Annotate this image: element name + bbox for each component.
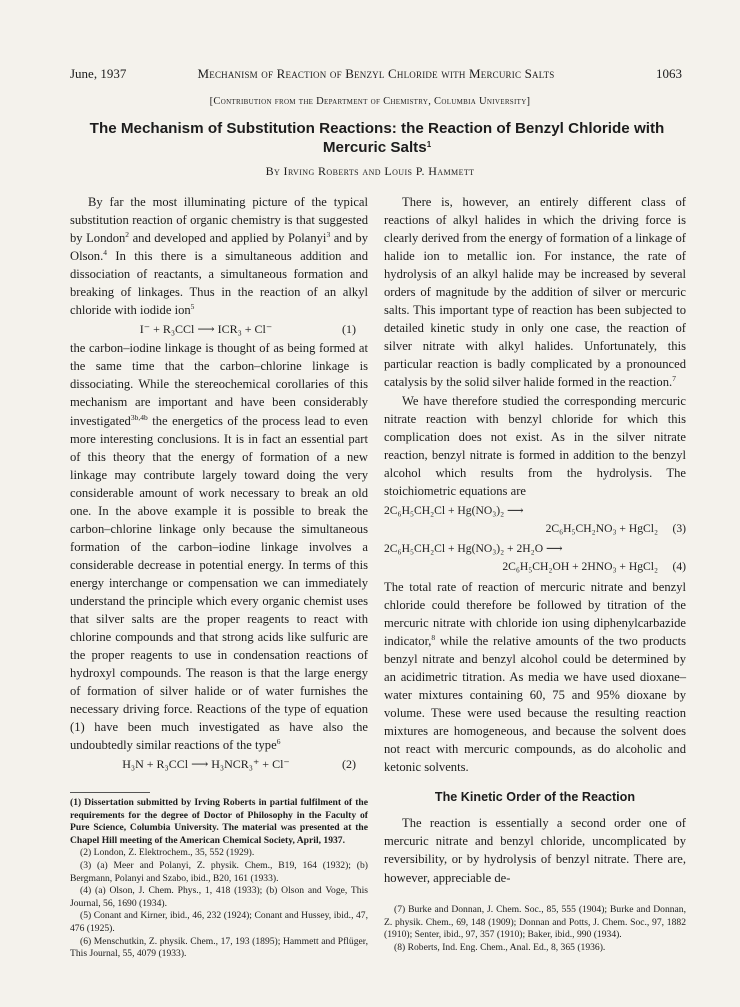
footnotes-left [70,786,368,961]
paragraph [70,339,368,754]
footnote: (3) (a) Meer and Polanyi, Z. physik. Chem., B19, 164 (1932); (b) Bergmann, Polanyi and Szabo, ibid., B20, 161 (1933). [70,859,368,884]
equation-line: 2C₆H₅CH₂Cl + Hg(NO₃)₂ + 2H₂O ⟶ [384,541,563,555]
equation-line [384,520,686,538]
byline: By Irving Roberts and Louis P. Hammett [265,164,475,178]
ref-marker: 3 [326,230,331,240]
footnote-rule [70,792,150,793]
contribution-line: [Contribution from the Department of Chemistry, Columbia University] [209,96,531,107]
page-number: 1063 [656,66,682,81]
equation-body: I⁻ + R₃CCl ⟶ ICR₃ + Cl⁻ [139,322,273,337]
paragraph: We have therefore studied the corresponding mercuric nitrate reaction with benzyl chloride for which this complication does not exist. As in the silver nitrate reaction, benzyl nitrate is formed in addition to the benzyl alcohol which results from the hydrolysis. The stoichiometric equations are [384,393,686,498]
running-head-title: Mechanism of Reaction of Benzyl Chloride with Mercuric Salts [197,66,555,81]
footnote: (2) London, Z. Elektrochem., 35, 552 (1929). [80,847,255,859]
paragraph [384,193,686,392]
article-title-text: The Mechanism of Substitution Reactions: the Reaction of Benzyl Chloride with Mercuric Salts [89,120,665,156]
text-run: The total rate of reaction of mercuric nitrate and benzyl chloride could therefore be followed by titration of the mercuric nitrate with chloride ion using diphenylcarbazide indicator, [384,579,686,648]
equation-number: (3) [672,521,686,535]
equation-3 [384,502,686,538]
equation-number: (2) [342,757,356,772]
title-footnote-marker: 1 [426,140,432,149]
ref-marker: 6 [276,737,281,747]
ref-marker: 5 [190,302,195,312]
equation-line: 2C₆H₅CH₂Cl + Hg(NO₃)₂ ⟶ [384,503,524,517]
ref-marker: 7 [672,374,676,384]
text-run: In this there is a simultaneous addition and dissociation of reactants, a simultaneous formation and breaking of linkages. Thus in the reaction of an alkyl chloride with iodide ion [70,249,368,318]
text-run: while the relative amounts of the two products benzyl nitrate and benzyl alcohol could be determined by an acidimetric titration. As media we have used dioxane–water mixtures containing 60, 75 and 95% dioxane by volume. These were used because the resulting reaction mixtures are homogeneous, and because the solvent does not react with mercuric compounds, as do alcoholic and ketonic solvents. [384,633,686,775]
equation-1 [70,319,368,339]
text-run: the energetics of the process lead to even more interesting conclusions. It is in fact an essential part of this theory that the energy of formation of a new linkage may contribute largely toward doing the very considerable amount of work necessary to break an old one. In the above example it is possible to break the carbon–chlorine linkage only because the simultaneous formation of the carbon–iodine linkage involves a considerable decrease in potential energy. In terms of this energy interchange or compensation we can immediately understand the principle which every organic chemist uses that silver salts are the proper reagents to react with chlorine compounds and that strong acids like sulfuric are the proper reagents to use in condensation reactions of hydroxyl compounds. The reason is that the large energy of formation of silver halide or of water furnishes the necessary driving force. Reactions of the type of equation (1) have been much investigated as have also the undoubtedly similar reactions of the type [70,413,368,753]
equation-number: (1) [342,322,356,337]
equation-body: H₃N + R₃CCl ⟶ H₃NCR₃⁺ + Cl⁻ [122,757,290,772]
paragraph [384,578,686,777]
equation-body: 2C₆H₅CH₂NO₃ + HgCl₂ [545,521,658,535]
running-head [70,66,682,84]
equation-body: 2C₆H₅CH₂OH + 2HNO₃ + HgCl₂ [502,559,658,573]
equation-2 [70,754,368,774]
running-head-date: June, 1937 [70,66,127,81]
footnotes-right [384,904,686,954]
paragraph [70,193,368,319]
footnote: (4) (a) Olson, J. Chem. Phys., 1, 418 (1933); (b) Olson and Voge, This Journal, 56, 1690 (1934). [70,885,368,909]
text-run: the carbon–iodine linkage is thought of as being formed at the same time that the carbon–chlorine linkage is dissociating. While the stereochemical corollaries of this mechanism are important and have been considerably investigated [70,341,368,428]
equation-line [384,558,686,576]
right-column [384,193,686,887]
footnote: (1) Dissertation submitted by Irving Roberts in partial fulfilment of the requirements for the degree of Doctor of Philosophy in the Faculty of Pure Science, Columbia University. The material was presented at the Chapel Hill meeting of the American Chemical Society, April, 1937. [70,797,368,846]
text-run: There is, however, an entirely different class of reactions of alkyl halides in which the driving force is clearly derived from the energy of formation of a linkage of halide ion to metallic ion. For instance, the rate of hydrolysis of an alkyl halide may be increased by several orders of magnitude by the addition of silver or mercuric salts. This important type of reaction has been subjected to detailed kinetic study in only one case, the reaction of silver nitrate with alkyl halides. Unfortunately, this particular reaction is badly complicated by a pronounced catalysis by the solid silver halide formed in the reaction. [384,195,686,390]
paragraph: The reaction is essentially a second order one of mercuric nitrate and benzyl chloride, uncomplicated by reversibility, or by hydrolysis of benzyl nitrate. There are, however, appreciable de- [384,816,686,885]
ref-marker: 8 [431,632,436,642]
ref-marker: 4 [103,248,107,258]
text-run: and by Olson. [70,231,369,264]
text-run: By far the most illuminating picture of the typical substitution reaction of organic chemistry is that suggested by London [70,195,368,246]
text-run: and developed and applied by Polanyi [129,231,327,246]
section-heading: The Kinetic Order of the Reaction [434,790,636,805]
footnote: (5) Conant and Kirner, ibid., 46, 232 (1924); Conant and Hussey, ibid., 47, 476 (1925). [70,910,368,934]
ref-marker: 3b,4b [130,412,148,422]
article-title [70,119,684,157]
ref-marker: 2 [125,230,130,240]
left-column [70,193,368,774]
footnote: (8) Roberts, Ind. Eng. Chem., Anal. Ed., 8, 365 (1936). [394,941,606,953]
footnote: (7) Burke and Donnan, J. Chem. Soc., 85, 555 (1904); Burke and Donnan, Z. physik. Chem., 69, 148 (1909); Donnan and Potts, J. Chem. Soc., 97, 1882 (1910); Senter, ibid., 97, 357 (1910); Baker, ibid., 990 (1934). [384,904,686,941]
equation-number: (4) [672,559,686,573]
footnote: (6) Menschutkin, Z. physik. Chem., 17, 193 (1895); Hammett and Pflüger, This Journal, 55, 4079 (1933). [70,935,368,960]
equation-4 [384,540,686,576]
